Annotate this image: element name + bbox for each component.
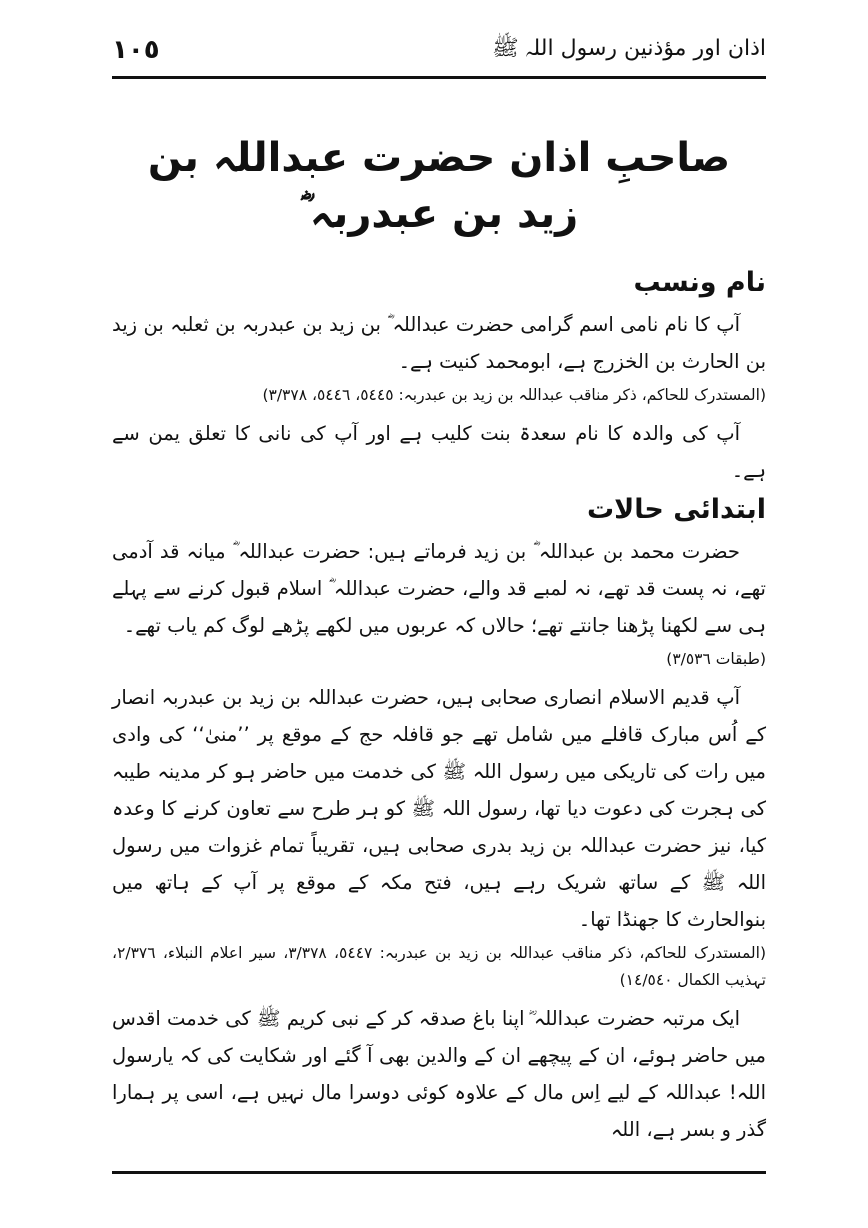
- paragraph: آپ قدیم الاسلام انصاری صحابی ہیں، حضرت عبداللہ بن زید بن عبدربہ انصار کے اُس مبارک قافلے میں شامل تھے جو قافلہ حج کے موقع پر ’’منیٰ‘‘ کی وادی میں رات کی تاریکی میں رسول اللہ ﷺ کی خدمت میں حاضر ہو کر مدینہ طیبہ کی ہجرت کی دعوت دیا تھا، رسول اللہ ﷺ کو ہر طرح سے تعاون کرنے کا وعدہ کیا، نیز حضرت عبداللہ بن زید بدری صحابی ہیں، تقریباً تمام غزوات میں رسول اللہ ﷺ کے ساتھ شریک رہے ہیں، فتح مکہ کے موقع پر آپ کے ہاتھ میں بنوالحارث کا جھنڈا تھا۔: [112, 686, 766, 931]
- section-heading: نام ونسب: [633, 267, 766, 298]
- page-number: ١٠٥: [112, 35, 160, 65]
- section-early-life: [112, 491, 766, 1148]
- paragraph: آپ کی والدہ کا نام سعدۃ بنت کلیب ہے اور آپ کی نانی کا تعلق یمن سے ہے۔: [112, 422, 766, 482]
- paragraph: آپ کا نام نامی اسم گرامی حضرت عبداللہ ؓ بن زید بن عبدربہ بن ثعلبہ بن زید بن الحارث بن الخزرج ہے، ابومحمد کنیت ہے۔: [112, 313, 766, 373]
- page-body: [112, 130, 766, 1150]
- chapter-title: صاحبِ اذان حضرت عبداللہ بن زید بن عبدربہ ؓ: [147, 135, 731, 237]
- citation: (طبقات ٣/٥٣٦): [666, 650, 766, 668]
- section-heading: ابتدائی حالات: [587, 494, 766, 525]
- citation: (المستدرک للحاکم، ذکر مناقب عبداللہ بن زید بن عبدربہ: ٥٤٤٥، ٥٤٤٦، ٣/٣٧٨): [262, 386, 766, 404]
- page-header: [112, 30, 766, 70]
- paragraph: ایک مرتبہ حضرت عبداللہ ؓ اپنا باغ صدقہ کر کے نبی کریم ﷺ کی خدمت اقدس میں حاضر ہوئے، ان کے پیچھے ان کے والدین بھی آ گئے اور شکایت کی کہ یارسول اللہ! عبداللہ کے لیے اِس مال کے علاوہ کوئی دوسرا مال نہیں ہے، اسی پر ہمارا گذر و بسر ہے، اللہ: [112, 1007, 766, 1141]
- footer-rule: [112, 1171, 766, 1174]
- header-rule: [112, 76, 766, 79]
- paragraph: حضرت محمد بن عبداللہ ؓ بن زید فرماتے ہیں: حضرت عبداللہ ؓ میانہ قد آدمی تھے، نہ پست قد تھے، نہ لمبے قد والے، حضرت عبداللہ ؓ اسلام قبول کرنے سے پہلے ہی سے لکھنا پڑھنا جانتے تھے؛ حالاں کہ عربوں میں لکھے پڑھے لوگ کم یاب تھے۔: [112, 540, 766, 637]
- citation: (المستدرک للحاکم، ذکر مناقب عبداللہ بن زید بن عبدربہ: ٥٤٤٧، ٣/٣٧٨، سیر اعلام النبلاء، ٢/٣٧٦، تہذیب الکمال ١٤/٥٤٠): [112, 944, 766, 989]
- running-title: اذان اور مؤذنین رسول اللہ ﷺ: [492, 36, 766, 61]
- section-lineage: [112, 264, 766, 489]
